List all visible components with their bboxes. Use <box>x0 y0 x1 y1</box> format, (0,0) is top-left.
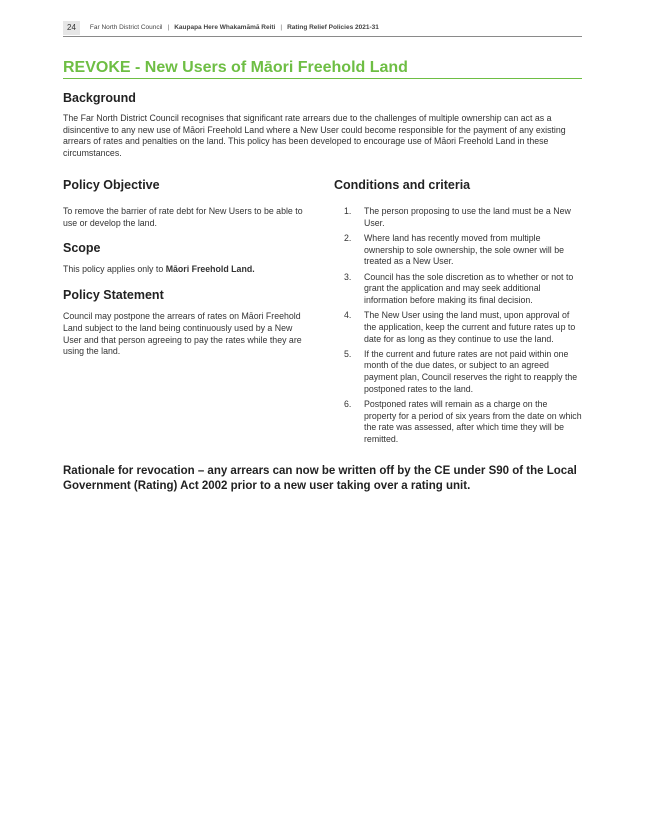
background-heading: Background <box>63 91 136 105</box>
list-item-number: 5. <box>344 348 352 359</box>
list-item-number: 2. <box>344 232 352 243</box>
left-column <box>63 178 313 358</box>
scope-heading: Scope <box>63 241 101 256</box>
list-item-number: 1. <box>344 206 352 216</box>
council-name: Far North District Council <box>89 24 163 31</box>
list-item-number: 4. <box>344 310 352 321</box>
page-number: 24 <box>63 21 80 35</box>
list-item-text: The New User using the land must, upon approval of the application, keep the current and future rates up to date for as long as they continue to use the land. <box>364 310 576 344</box>
publication-name: Kaupapa Here Whakamāmā Reiti <box>174 24 276 31</box>
header-separator: | <box>167 24 170 31</box>
list-item-text: Council has the sole discretion as to whether or not to grant the application and may seek additional information before making its final decision. <box>364 271 574 305</box>
scope-text-prefix: This policy applies only to <box>63 264 166 275</box>
list-item-number: 3. <box>344 271 352 282</box>
right-column <box>334 178 584 449</box>
list-item <box>334 233 584 268</box>
policy-objective-text: To remove the barrier of rate debt for New Users to be able to use or develop the land. <box>63 206 303 228</box>
list-item <box>334 272 584 307</box>
rationale-text: Rationale for revocation – any arrears can now be written off by the CE under S90 of the Local Government (Rating) Act 2002 prior to a new user taking over a rating unit. <box>63 465 577 492</box>
list-item-text: If the current and future rates are not paid within one month of the due dates, or subject to an agreed payment plan, Council reserves the right to reapply the postponed rates to the land. <box>364 348 578 394</box>
scope-text-bold: Māori Freehold Land. <box>165 264 255 275</box>
page-title: REVOKE - New Users of Māori Freehold Land <box>63 58 582 79</box>
list-item <box>334 310 584 345</box>
list-item <box>334 206 584 229</box>
page-header <box>63 19 582 37</box>
policy-objective-heading: Policy Objective <box>63 178 160 192</box>
list-item-text: Postponed rates will remain as a charge on the property for a period of six years from the date on which the rate was assessed, after which time they will be remitted. <box>364 399 582 445</box>
conditions-list <box>334 206 584 446</box>
conditions-heading: Conditions and criteria <box>334 178 471 192</box>
list-item <box>334 399 584 446</box>
policy-statement-text: Council may postpone the arrears of rates on Māori Freehold Land subject to the land being continuously used by a New User and that person agreeing to pay the rates while they are using the land. <box>63 311 302 357</box>
list-item <box>334 349 584 396</box>
header-separator: | <box>280 24 283 31</box>
document-name: Rating Relief Policies 2021-31 <box>287 24 379 31</box>
background-text: The Far North District Council recognises that significant rate arrears due to the challenges of multiple ownership can act as a disincentive to any new use of Māori Freehold Land where a New User could become responsible for the payment of any existing arrears of rates and penalties on the land. This policy has been developed to encourage use of Māori Freehold Land in these circumstances. <box>63 113 566 159</box>
list-item-text: The person proposing to use the land must be a New User. <box>364 206 571 228</box>
policy-statement-heading: Policy Statement <box>63 288 164 303</box>
list-item-text: Where land has recently moved from multiple ownership to sole ownership, the sole owner will be treated as a New User. <box>364 232 564 267</box>
list-item-number: 6. <box>344 399 352 410</box>
scope-text <box>63 264 313 276</box>
